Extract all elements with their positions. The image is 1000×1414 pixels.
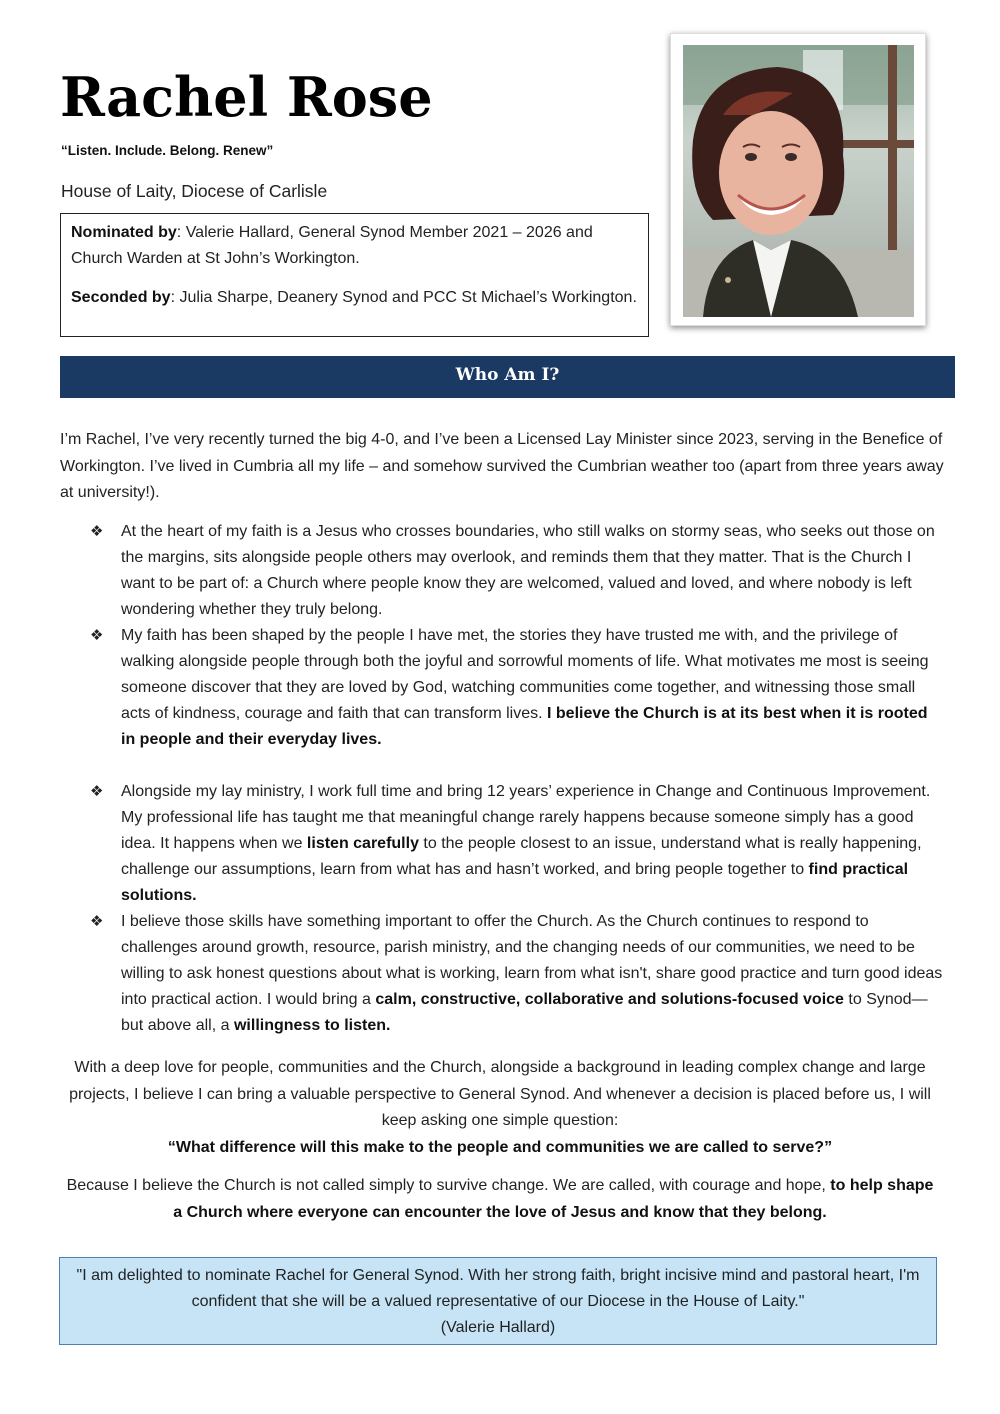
bullet-text: to the people closest to an issue, understand what is really happening, challenge our assumptions, learn from what has and hasn’t worked, and bring people together to — [121, 835, 922, 878]
house-diocese: House of Laity, Diocese of Carlisle — [61, 181, 328, 201]
diamond-bullet-icon: ❖ — [90, 523, 104, 540]
diamond-bullet-icon: ❖ — [90, 783, 104, 800]
bullet-bold-text: willingness to listen. — [233, 1017, 391, 1034]
quote-text: "I am delighted to nominate Rachel for General Synod. With her strong faith, bright incisive mind and pastoral heart, I'm confident that she will be a valued representative of our Diocese in the House of Laity." — [76, 1267, 920, 1310]
bullet-text: I believe those skills have something important to offer the Church. As the Church continues to respond to challenges around growth, resource, parish ministry, and the changing needs of our communities, we need to be willing to ask honest questions about what is working, learn from what isn't, share good practice and turn good ideas into practical action. I would bring a — [121, 913, 943, 1008]
diamond-bullet-icon: ❖ — [90, 913, 104, 930]
candidate-name: Rachel Rose — [60, 65, 433, 129]
list-item — [60, 519, 945, 623]
intro-paragraph: I’m Rachel, I’ve very recently turned the big 4-0, and I’ve been a Licensed Lay Minister since 2023, serving in the Benefice of Workington. I’ve lived in Cumbria all my life – and somehow survived the Cumbrian weather too (apart from three years away at university!). — [60, 431, 944, 501]
section-banner-who-am-i: Who Am I? — [60, 356, 955, 398]
endorsement-quote-box — [59, 1257, 937, 1345]
bullet-list — [60, 519, 945, 1039]
quote-attribution: (Valerie Hallard) — [440, 1319, 556, 1336]
list-item — [60, 779, 945, 909]
motto: “Listen. Include. Belong. Renew” — [61, 143, 274, 158]
closing-paragraph — [60, 1055, 940, 1161]
bullet-bold-text: listen carefully — [306, 835, 419, 852]
bullet-bold-text: find practical solutions. — [121, 861, 909, 904]
final-paragraph — [60, 1173, 940, 1226]
bullet-bold-text: I believe the Church is at its best when it is rooted in people and their everyday lives. — [121, 705, 928, 748]
list-item — [60, 909, 945, 1039]
diamond-bullet-icon: ❖ — [90, 627, 104, 644]
bullet-bold-text: calm, constructive, collaborative and solutions-focused voice — [375, 991, 844, 1008]
candidate-photo — [670, 33, 926, 326]
final-bold-text: to help shape a Church where everyone can encounter the love of Jesus and know that they belong. — [173, 1177, 934, 1221]
bullet-text: to Synod— but above all, a — [121, 991, 928, 1034]
seconded-text: : Julia Sharpe, Deanery Synod and PCC St Michael’s Workington. — [170, 289, 637, 306]
final-text: Because I believe the Church is not called simply to survive change. We are called, with courage and hope, — [66, 1177, 826, 1194]
nominated-label: Nominated by — [71, 224, 177, 241]
bullet-text: My faith has been shaped by the people I have met, the stories they have trusted me with, and the privilege of walking alongside people through both the joyful and sorrowful moments of life. What motivates me most is seeing someone discover that they are loved by God, watching communities come together, and witnessing those small acts of kindness, courage and faith that can transform lives. — [121, 627, 929, 722]
seconded-by — [71, 285, 638, 311]
nominated-text: : Valerie Hallard, General Synod Member 2021 – 2026 and Church Warden at St John’s Workington. — [71, 224, 593, 267]
bullet-text: At the heart of my faith is a Jesus who crosses boundaries, who still walks on stormy seas, who seeks out those on the margins, sits alongside people others may overlook, and reminds them that they matter. That is the Church I want to be part of: a Church where people know they are welcomed, valued and loved, and where nobody is left wondering whether they truly belong. — [121, 523, 935, 618]
bullet-text: Alongside my lay ministry, I work full time and bring 12 years’ experience in Change and Continuous Improvement. My professional life has taught me that meaningful change rarely happens because someone simply has a good idea. It happens when we — [121, 783, 931, 852]
seconded-label: Seconded by — [71, 289, 171, 306]
list-item — [60, 623, 945, 753]
portrait-image — [683, 45, 914, 317]
nominated-by — [71, 220, 638, 272]
closing-text: With a deep love for people, communities and the Church, alongside a background in leading complex change and large projects, I believe I can bring a valuable perspective to General Synod. And whenever a decision is placed before us, I will keep asking one simple question: — [69, 1059, 931, 1129]
nomination-box — [60, 213, 649, 337]
key-question: “What difference will this make to the people and communities we are called to serve?” — [167, 1138, 833, 1156]
